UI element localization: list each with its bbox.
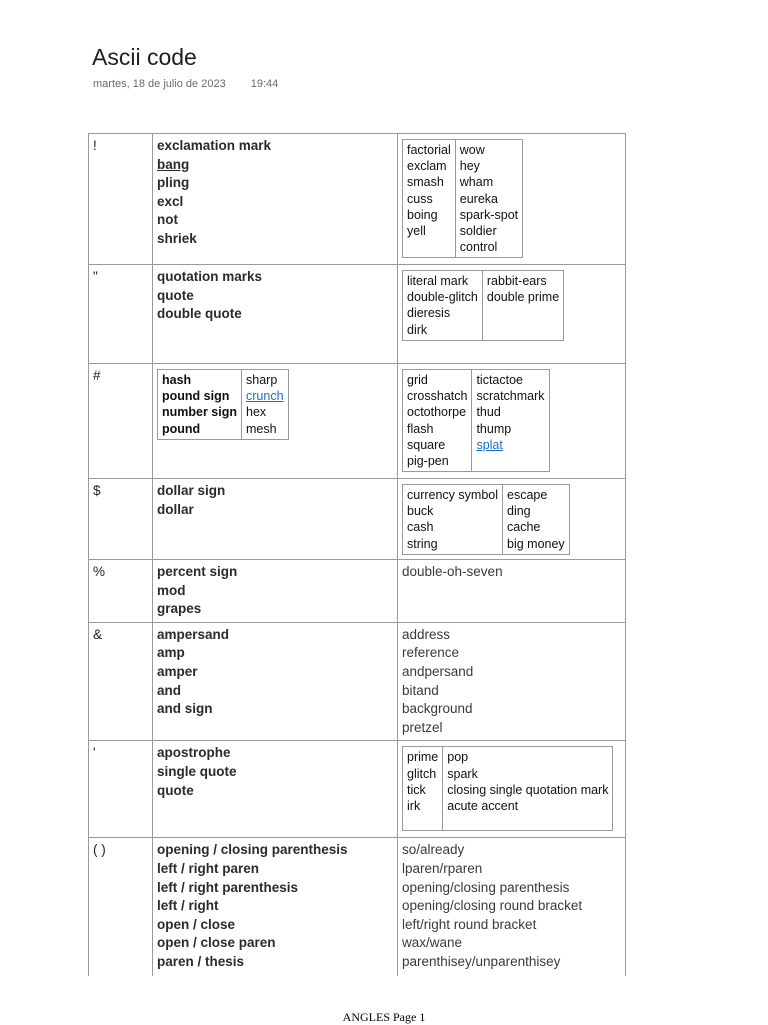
name: percent sign: [157, 564, 238, 579]
symbol-cell: [89, 838, 153, 976]
symbol: $: [93, 483, 101, 498]
term: acute accent: [447, 798, 519, 813]
term: dirk: [407, 322, 428, 337]
alt-names-subtable-col: [455, 140, 522, 258]
name: and: [157, 682, 182, 698]
name: quote: [157, 782, 194, 798]
term: grid: [407, 373, 428, 387]
table-row: [89, 479, 626, 560]
symbol-cell: [89, 560, 153, 623]
name: shriek: [157, 230, 197, 246]
symbol-cell: [89, 622, 153, 741]
term: hash: [162, 373, 192, 387]
name: quotation marks: [157, 269, 263, 284]
table-row: [89, 364, 626, 479]
symbol-cell: [89, 134, 153, 265]
alt-name: pretzel: [402, 719, 443, 735]
symbol: !: [93, 138, 97, 153]
term: wow: [459, 143, 485, 157]
name: pling: [157, 175, 190, 191]
alt-name: parenthisey/unparenthisey: [402, 953, 561, 969]
term: smash: [407, 175, 444, 190]
page-date: martes, 18 de julio de 2023: [93, 78, 226, 90]
term: glitch: [407, 766, 437, 781]
term: buck: [407, 504, 434, 519]
alt-name: double-oh-seven: [402, 564, 503, 579]
alt-names-subtable-col: [403, 485, 503, 555]
term: tick: [407, 782, 426, 797]
symbol: #: [93, 368, 101, 383]
term: prime: [407, 750, 439, 765]
alt-names-cell: [398, 622, 626, 741]
term: cache: [507, 520, 541, 535]
term: double-glitch: [407, 290, 478, 305]
name: paren / thesis: [157, 953, 245, 969]
term: thud: [476, 405, 501, 420]
name: open / close: [157, 916, 236, 932]
name: left / right paren: [157, 860, 260, 876]
table-row: [89, 560, 626, 623]
table-row: [89, 265, 626, 364]
symbol-cell: [89, 479, 153, 560]
term: flash: [407, 421, 434, 436]
name: opening / closing parenthesis: [157, 842, 348, 858]
page-footer: ANGLES Page 1: [342, 1010, 426, 1024]
term: dieresis: [407, 306, 451, 321]
alt-name: wax/wane: [402, 935, 463, 951]
names-cell: [153, 622, 398, 741]
alt-names-subtable: [402, 270, 564, 341]
alt-name: lparen/rparen: [402, 860, 483, 876]
term: ding: [507, 504, 531, 519]
name: double quote: [157, 306, 242, 322]
alt-name: address: [402, 626, 451, 642]
alt-name: so/already: [402, 842, 465, 858]
term: thump: [476, 421, 512, 436]
table-row: [89, 622, 626, 741]
alt-name: bitand: [402, 682, 439, 698]
symbol: %: [93, 564, 106, 579]
term: crosshatch: [407, 389, 468, 404]
term: eureka: [459, 191, 499, 206]
alt-names-subtable: [402, 139, 523, 258]
symbol: ( ): [93, 842, 106, 858]
term: spark-spot: [459, 207, 519, 222]
name: single quote: [157, 763, 237, 779]
name: quote: [157, 287, 194, 303]
term: cash: [407, 520, 434, 535]
names-subtable: [157, 369, 289, 440]
term: closing single quotation mark: [447, 782, 609, 797]
names-cell: [153, 134, 398, 265]
names-cell: [153, 741, 398, 838]
page-title: Ascii code: [92, 44, 197, 70]
term: number sign: [162, 405, 238, 420]
names-cell: [153, 838, 398, 976]
symbol: &: [93, 626, 103, 642]
name: apostrophe: [157, 745, 231, 761]
name: dollar sign: [157, 483, 226, 498]
term: hey: [459, 159, 480, 174]
names-cell: [153, 265, 398, 364]
term: factorial: [407, 143, 451, 157]
term-link[interactable]: splat: [476, 437, 503, 452]
name: dollar: [157, 501, 194, 517]
name: left / right: [157, 898, 219, 914]
term: pop: [447, 750, 469, 765]
name: mod: [157, 582, 186, 598]
alt-names-cell: [398, 560, 626, 623]
term: irk: [407, 798, 421, 813]
term: wham: [459, 175, 494, 190]
symbol-cell: [89, 364, 153, 479]
term: yell: [407, 224, 426, 239]
term: cuss: [407, 191, 433, 206]
name: amp: [157, 645, 185, 661]
alt-names-cell: [398, 479, 626, 560]
term: sharp: [246, 373, 278, 387]
term: pound sign: [162, 389, 230, 404]
term: square: [407, 437, 446, 452]
alt-names-cell: [398, 838, 626, 976]
name: grapes: [157, 601, 202, 617]
term: hex: [246, 405, 267, 420]
alt-names-subtable: [402, 746, 613, 831]
name: excl: [157, 193, 184, 209]
term: currency symbol: [407, 488, 498, 502]
name: open / close paren: [157, 935, 276, 951]
name: exclamation mark: [157, 138, 272, 153]
names-cell: [153, 560, 398, 623]
term: tictactoe: [476, 373, 524, 387]
term: scratchmark: [476, 389, 545, 404]
term: pig-pen: [407, 454, 449, 469]
term-link[interactable]: crunch: [246, 389, 284, 404]
symbol-cell: [89, 265, 153, 364]
name: ampersand: [157, 626, 230, 642]
name: bang: [157, 156, 190, 172]
alt-names-cell: [398, 265, 626, 364]
table-row: [89, 741, 626, 838]
alt-names-subtable-col: [403, 747, 443, 831]
name: and sign: [157, 701, 213, 717]
symbol-cell: [89, 741, 153, 838]
ascii-table: [88, 133, 626, 976]
term: mesh: [246, 421, 277, 436]
term: exclam: [407, 159, 447, 174]
alt-names-subtable: [402, 369, 550, 472]
term: boing: [407, 207, 438, 222]
alt-names-subtable-col: [443, 747, 613, 831]
term: rabbit-ears: [486, 274, 547, 288]
names-subtable-col: [158, 370, 242, 440]
term: double prime: [486, 290, 560, 305]
term: control: [459, 240, 498, 255]
term: pound: [162, 421, 201, 436]
term: soldier: [459, 224, 497, 239]
term: octothorpe: [407, 405, 467, 420]
symbol: ": [93, 269, 98, 284]
alt-name: andpersand: [402, 663, 474, 679]
names-cell: [153, 364, 398, 479]
term: escape: [507, 488, 548, 502]
alt-names-cell: [398, 364, 626, 479]
term: string: [407, 536, 438, 551]
alt-names-subtable-col: [482, 271, 563, 341]
alt-names-cell: [398, 741, 626, 838]
table-row: [89, 134, 626, 265]
alt-name: opening/closing parenthesis: [402, 879, 570, 895]
term: spark: [447, 766, 478, 781]
alt-names-subtable-col: [403, 140, 456, 258]
alt-name: left/right round bracket: [402, 916, 537, 932]
page-meta: [93, 78, 278, 90]
term: literal mark: [407, 274, 469, 288]
name: amper: [157, 663, 198, 679]
term: big money: [507, 536, 565, 551]
alt-names-subtable-col: [403, 370, 472, 472]
page-time: 19:44: [250, 78, 279, 90]
symbol: ': [93, 745, 96, 761]
alt-names-cell: [398, 134, 626, 265]
names-cell: [153, 479, 398, 560]
alt-name: background: [402, 701, 473, 717]
alt-name: opening/closing round bracket: [402, 898, 583, 914]
name: left / right parenthesis: [157, 879, 299, 895]
alt-names-subtable-col: [403, 271, 483, 341]
alt-names-subtable-col: [472, 370, 549, 472]
name: not: [157, 212, 178, 228]
alt-name: reference: [402, 645, 460, 661]
alt-names-subtable: [402, 484, 570, 555]
names-subtable-col: [242, 370, 289, 440]
table-row: [89, 838, 626, 976]
alt-names-subtable-col: [503, 485, 570, 555]
